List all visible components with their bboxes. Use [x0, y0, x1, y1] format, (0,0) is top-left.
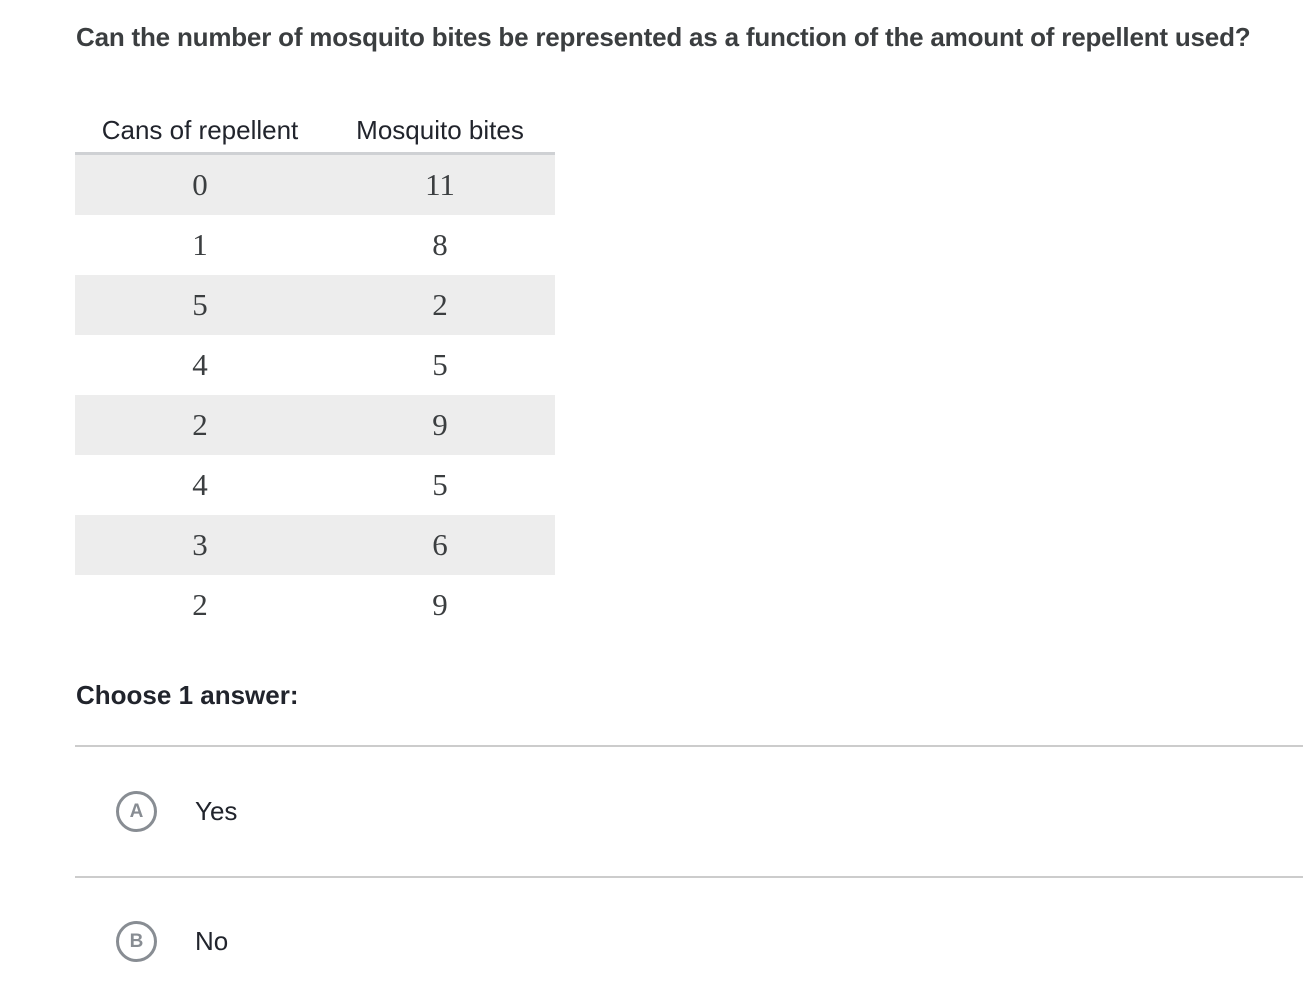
question-text: Can the number of mosquito bites be represented as a function of the amount of repellent used?	[76, 22, 1251, 52]
answer-option-b[interactable]	[75, 878, 1303, 1006]
table-cell-bites: 8	[432, 227, 448, 262]
table-cell-bites: 5	[432, 347, 448, 382]
option-letter-circle[interactable]: A	[116, 791, 157, 832]
table-cell-cans: 3	[75, 515, 325, 575]
data-table	[75, 108, 555, 635]
answer-option-a[interactable]	[75, 748, 1303, 876]
column-header-cans: Cans of repellent	[75, 108, 325, 154]
table-cell-bites: 9	[432, 587, 448, 622]
table-cell-cans: 5	[75, 275, 325, 335]
table-cell-cans: 2	[192, 587, 208, 622]
table-cell-cans: 1	[192, 227, 208, 262]
table-header-row	[75, 108, 555, 154]
table-row	[75, 275, 555, 335]
table-row	[75, 455, 555, 515]
table-cell-bites: 6	[325, 515, 555, 575]
table-row	[75, 154, 555, 216]
table-cell-bites: 5	[432, 467, 448, 502]
table-cell-cans: 4	[192, 467, 208, 502]
table-cell-bites: 11	[325, 154, 555, 216]
table-cell-bites: 9	[325, 395, 555, 455]
table-row	[75, 575, 555, 635]
choose-answer-label: Choose 1 answer:	[76, 680, 299, 710]
table-cell-cans: 0	[75, 154, 325, 216]
table-cell-cans: 2	[75, 395, 325, 455]
table-row	[75, 335, 555, 395]
divider	[75, 745, 1303, 747]
option-label: Yes	[195, 796, 238, 826]
table-cell-bites: 2	[325, 275, 555, 335]
option-label: No	[195, 926, 229, 956]
column-header-bites: Mosquito bites	[325, 108, 555, 154]
table-row	[75, 515, 555, 575]
table-row	[75, 395, 555, 455]
table-row	[75, 215, 555, 275]
option-letter-circle[interactable]: B	[116, 921, 157, 962]
table-cell-cans: 4	[192, 347, 208, 382]
